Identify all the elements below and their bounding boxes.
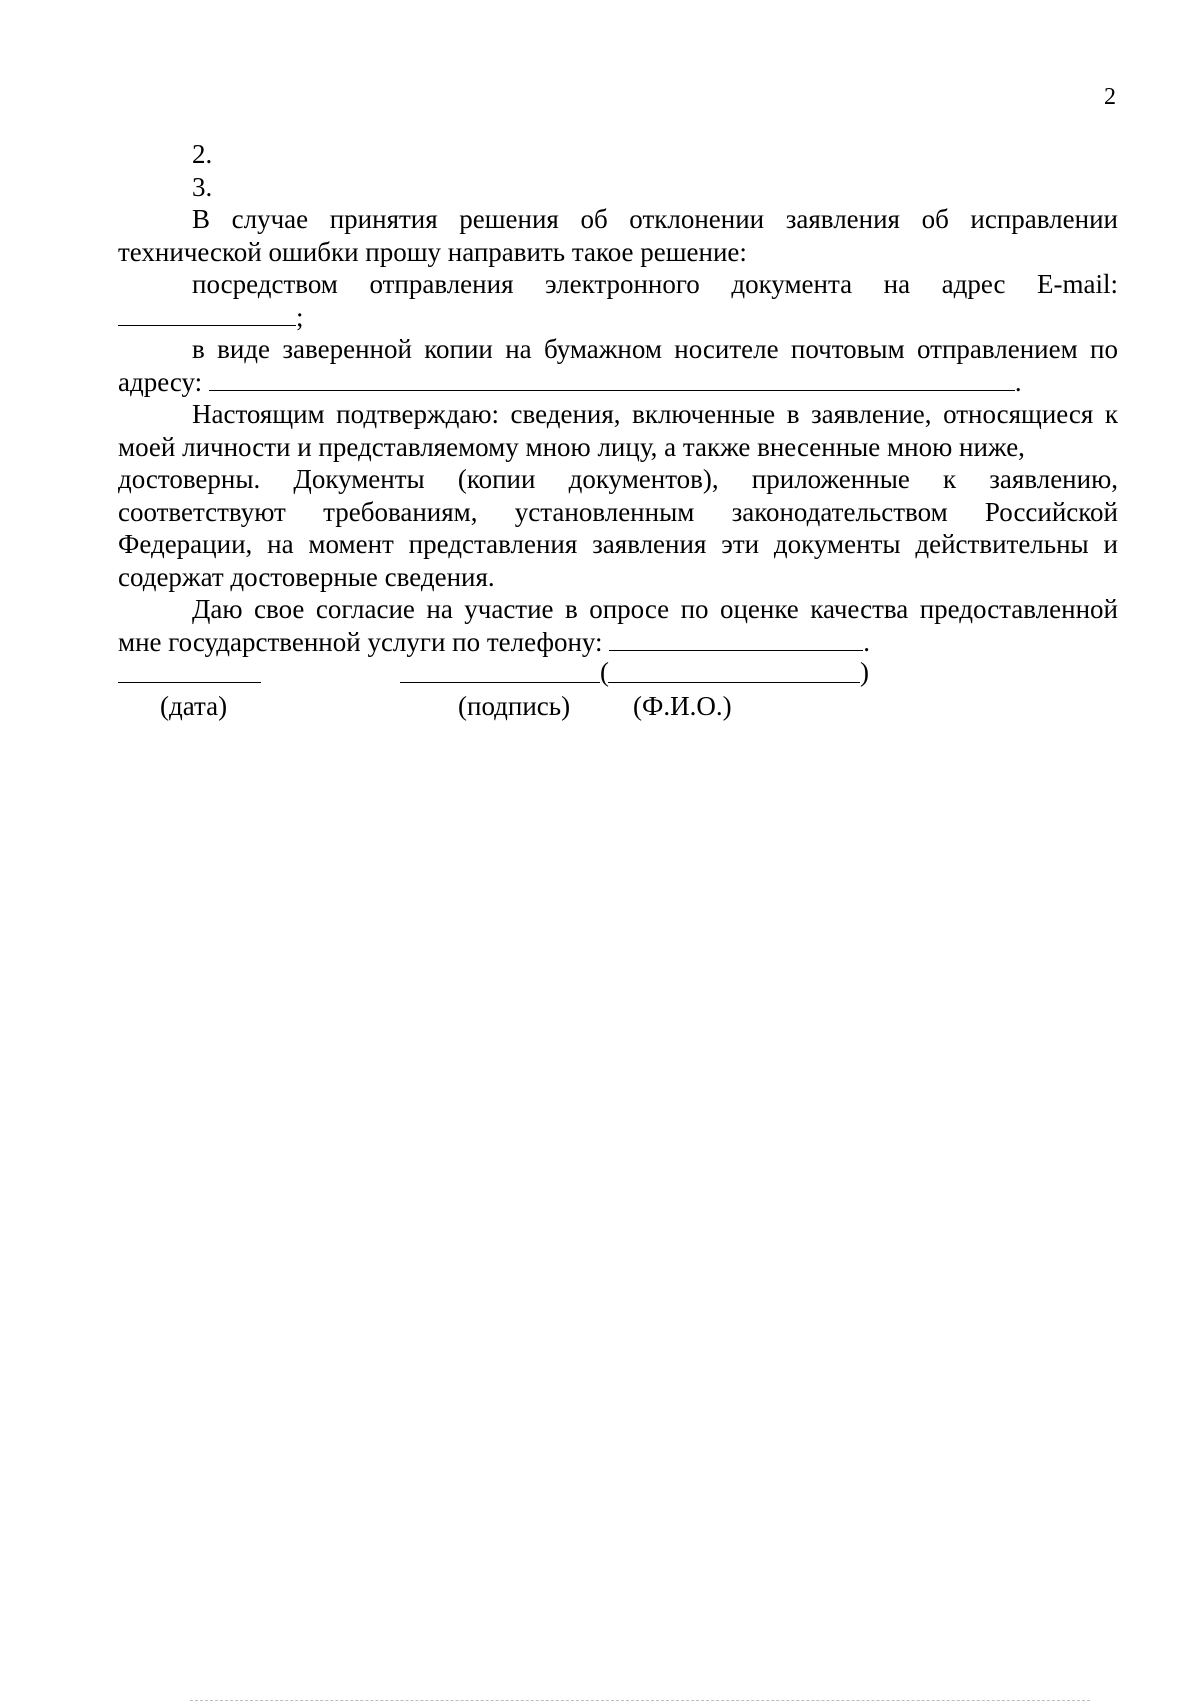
survey-line-1: Даю свое согласие на участие в опросе по оценке качества предоставленной	[192, 594, 1118, 624]
postal-option-line-2	[118, 366, 1118, 399]
survey-line-2-text: мне государственной услуги по телефону:	[118, 626, 603, 657]
postal-option-end: .	[1014, 366, 1022, 397]
survey-line-2	[118, 626, 1118, 659]
date-blank-field[interactable]	[118, 660, 261, 683]
rejection-intro-line-2: технической ошибки прошу направить такое решение:	[118, 236, 747, 267]
email-option-line-2	[118, 301, 1118, 334]
signature-label: (подпись)	[458, 691, 571, 721]
signature-row	[118, 658, 1118, 690]
list-item-2: 2.	[192, 139, 213, 169]
confirm-line-6: содержат достоверные сведения.	[118, 561, 495, 592]
email-option-line-1: посредством отправления электронного документа на адрес E-mail:	[192, 269, 1118, 299]
fio-close-paren: )	[860, 657, 869, 687]
postal-address-blank-field[interactable]	[209, 368, 1015, 391]
postal-option-line-1: в виде заверенной копии на бумажном носителе почтовым отправлением по	[192, 334, 1118, 364]
signature-labels-row	[118, 690, 1118, 724]
confirm-line-4: соответствуют требованиям, установленным законодательством Российской	[118, 496, 1118, 527]
survey-end: .	[863, 626, 871, 657]
page-number: 2	[1104, 84, 1116, 110]
scan-edge-line	[190, 1700, 1090, 1701]
email-option-end: ;	[296, 301, 304, 332]
document-body	[118, 138, 1118, 724]
confirm-line-3: достоверны. Документы (копии документов), приложенные к заявлению,	[118, 464, 1118, 494]
rejection-intro-line-1: В случае принятия решения об отклонении заявления об исправлении	[192, 204, 1118, 234]
confirm-line-5: Федерации, на момент представления заявления эти документы действительны и	[118, 529, 1118, 559]
email-blank-field[interactable]	[118, 303, 296, 326]
fio-label: (Ф.И.О.)	[633, 691, 732, 721]
postal-option-label: адресу:	[118, 366, 203, 397]
date-label: (дата)	[160, 691, 228, 721]
phone-blank-field[interactable]	[609, 628, 863, 651]
fio-blank-field[interactable]	[608, 660, 860, 683]
confirm-line-2: моей личности и представляемому мною лицу, а также внесенные мною ниже,	[118, 431, 1025, 462]
confirm-line-1: Настоящим подтверждаю: сведения, включенные в заявление, относящиеся к	[192, 399, 1118, 429]
fio-open-paren: (	[600, 657, 609, 687]
signature-blank-field[interactable]	[400, 660, 600, 683]
list-item-3: 3.	[192, 171, 213, 202]
